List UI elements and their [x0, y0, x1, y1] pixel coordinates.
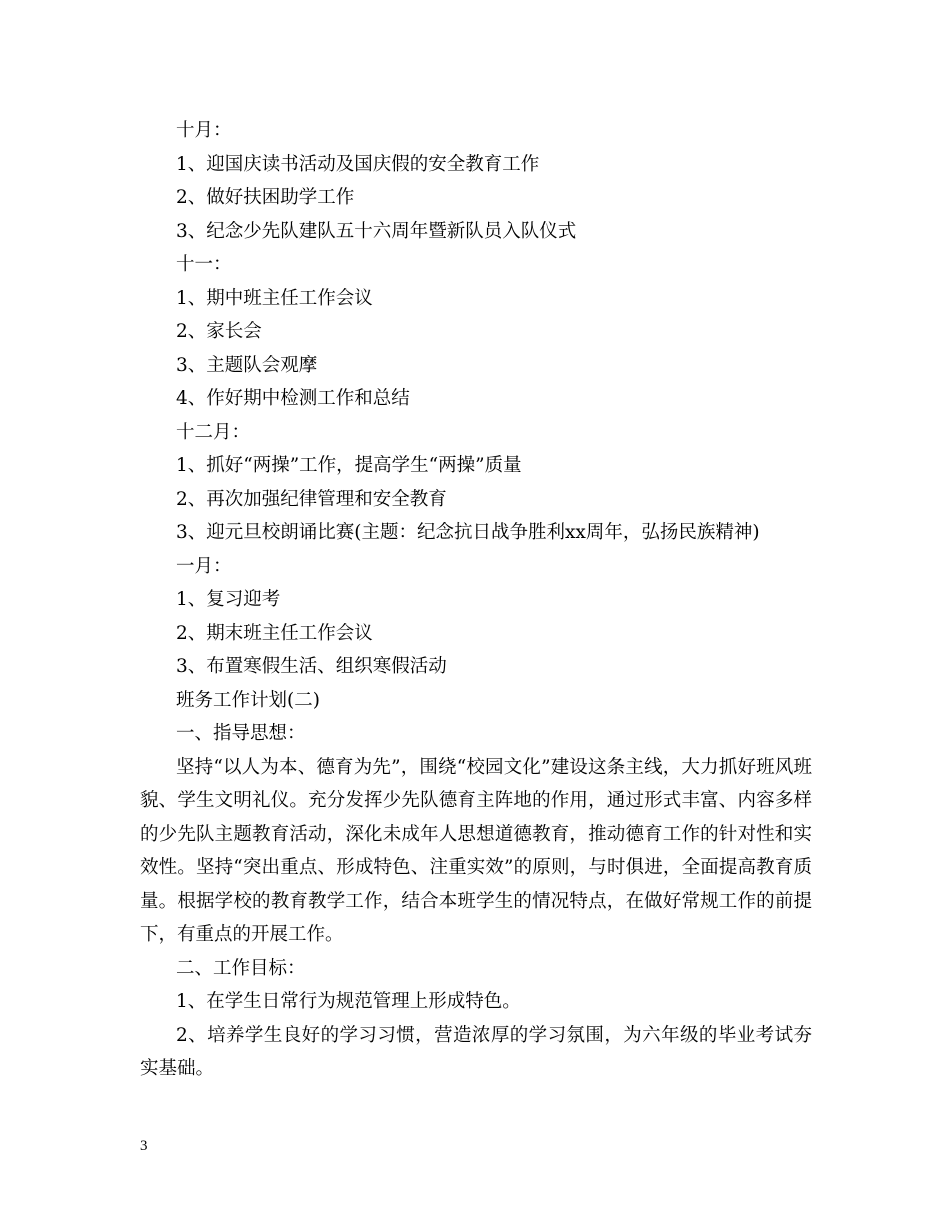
- list-item: 3、纪念少先队建队五十六周年暨新队员入队仪式: [176, 220, 577, 242]
- section-heading-guiding-ideology: 一、指导思想：: [176, 723, 306, 744]
- guiding-ideology-paragraph: 坚持“以人为本、德育为先”，围绕“校园文化”建设这条主线，大力抓好班风班貌、学生文明礼仪。充分发挥少先队德育主阵地的作用，通过形式丰富、内容多样的少先队主题教育活动，深化未成年人思想道德教育，推动德育工作的针对性和实效性。坚持“突出重点、形成特色、注重实效”的原则，与时俱进，全面提高教育质量。根据学校的教育教学工作，结合本班学生的情况特点，在做好常规工作的前提下，有重点的开展工作。: [140, 756, 812, 945]
- page-number: 3: [140, 1138, 148, 1154]
- goal-item: 2、培养学生良好的学习习惯，营造浓厚的学习氛围，为六年级的毕业考试夯实基础。: [140, 1024, 812, 1079]
- section-heading-work-goals: 二、工作目标：: [176, 957, 306, 979]
- heading-november: 十一：: [176, 254, 232, 275]
- list-item: 2、做好扶困助学工作: [176, 187, 355, 208]
- list-item: 1、迎国庆读书活动及国庆假的安全教育工作: [176, 153, 540, 175]
- heading-december: 十二月：: [176, 421, 251, 443]
- list-item: 2、再次加强纪律管理和安全教育: [176, 488, 447, 510]
- list-item: 3、主题队会观摩: [176, 354, 318, 376]
- list-item: 3、迎元旦校朗诵比赛(主题：纪念抗日战争胜利xx周年，弘扬民族精神): [176, 522, 760, 543]
- list-item: 2、家长会: [176, 321, 262, 342]
- heading-october: 十月：: [176, 120, 232, 141]
- list-item: 1、复习迎考: [176, 589, 281, 610]
- list-item: 3、布置寒假生活、组织寒假活动: [176, 656, 447, 677]
- section-title: 班务工作计划(二): [176, 689, 320, 711]
- list-item: 2、期末班主任工作会议: [176, 622, 373, 644]
- list-item: 4、作好期中检测工作和总结: [176, 388, 410, 409]
- heading-january: 一月：: [176, 555, 232, 577]
- list-item: 1、期中班主任工作会议: [176, 287, 373, 309]
- goal-item: 1、在学生日常行为规范管理上形成特色。: [176, 991, 521, 1012]
- list-item: 1、抓好“两操”工作，提高学生“两操”质量: [176, 455, 522, 476]
- document-body: [140, 114, 812, 1086]
